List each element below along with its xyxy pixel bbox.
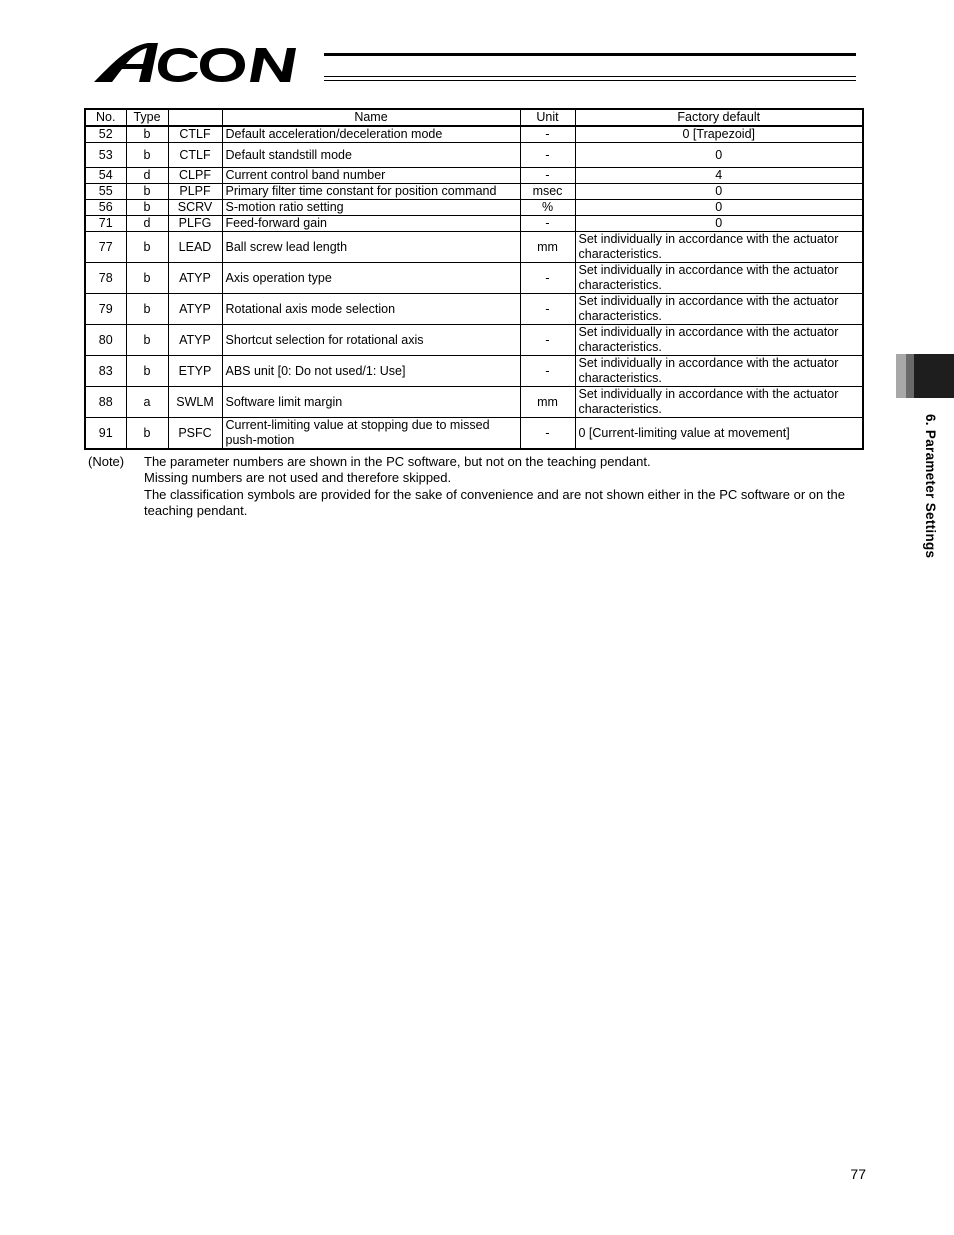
cell-name: Axis operation type	[222, 263, 520, 294]
table-row	[85, 168, 863, 184]
cell-symbol: LEAD	[168, 232, 222, 263]
cell-symbol: ATYP	[168, 294, 222, 325]
cell-type: b	[126, 184, 168, 200]
cell-unit: -	[520, 356, 575, 387]
cell-no: 56	[85, 200, 126, 216]
cell-default: 0 [Current-limiting value at movement]	[575, 418, 863, 450]
cell-no: 53	[85, 143, 126, 168]
header-rule	[324, 80, 856, 81]
cell-unit: mm	[520, 232, 575, 263]
cell-symbol: CTLF	[168, 126, 222, 143]
cell-no: 52	[85, 126, 126, 143]
cell-name: Shortcut selection for rotational axis	[222, 325, 520, 356]
cell-type: b	[126, 356, 168, 387]
cell-default: Set individually in accordance with the actuator characteristics.	[575, 263, 863, 294]
cell-default: Set individually in accordance with the actuator characteristics.	[575, 232, 863, 263]
tab-stripe-dark	[914, 354, 954, 398]
cell-default: 0 [Trapezoid]	[575, 126, 863, 143]
table-row	[85, 263, 863, 294]
cell-default: 0	[575, 143, 863, 168]
acon-logo	[92, 40, 326, 86]
cell-type: a	[126, 387, 168, 418]
cell-no: 71	[85, 216, 126, 232]
cell-type: b	[126, 294, 168, 325]
table-row	[85, 216, 863, 232]
table-row	[85, 356, 863, 387]
chapter-tab-marker	[896, 354, 954, 398]
table-row	[85, 294, 863, 325]
cell-symbol: SWLM	[168, 387, 222, 418]
cell-no: 88	[85, 387, 126, 418]
cell-type: b	[126, 418, 168, 450]
cell-name: Ball screw lead length	[222, 232, 520, 263]
cell-name: Software limit margin	[222, 387, 520, 418]
tab-stripe-mid	[906, 354, 914, 398]
cell-unit: -	[520, 126, 575, 143]
note-line: Missing numbers are not used and therefore skipped.	[144, 470, 452, 486]
cell-no: 83	[85, 356, 126, 387]
column-header-name: Name	[222, 109, 520, 126]
cell-symbol: CLPF	[168, 168, 222, 184]
cell-name: Current control band number	[222, 168, 520, 184]
cell-default: 0	[575, 200, 863, 216]
note-line: The parameter numbers are shown in the PC software, but not on the teaching pendant.	[144, 454, 651, 469]
cell-default: Set individually in accordance with the actuator characteristics.	[575, 325, 863, 356]
table-header-row	[85, 109, 863, 126]
cell-unit: -	[520, 168, 575, 184]
cell-type: b	[126, 325, 168, 356]
column-header-factory-default: Factory default	[575, 109, 863, 126]
cell-symbol: ATYP	[168, 263, 222, 294]
cell-type: b	[126, 263, 168, 294]
cell-name: Feed-forward gain	[222, 216, 520, 232]
cell-unit: -	[520, 294, 575, 325]
cell-name: Current-limiting value at stopping due to missed push-motion	[222, 418, 520, 450]
column-header-unit: Unit	[520, 109, 575, 126]
page-number: 77	[850, 1166, 866, 1182]
table-row	[85, 325, 863, 356]
cell-unit: -	[520, 263, 575, 294]
cell-default: 0	[575, 184, 863, 200]
cell-default: 0	[575, 216, 863, 232]
note-text	[144, 454, 862, 519]
column-header-symbol	[168, 109, 222, 126]
cell-symbol: CTLF	[168, 143, 222, 168]
cell-unit: %	[520, 200, 575, 216]
cell-no: 80	[85, 325, 126, 356]
cell-type: b	[126, 200, 168, 216]
header-rule	[324, 76, 856, 77]
cell-name: Rotational axis mode selection	[222, 294, 520, 325]
cell-no: 91	[85, 418, 126, 450]
cell-default: Set individually in accordance with the actuator characteristics.	[575, 387, 863, 418]
column-header-type: Type	[126, 109, 168, 126]
cell-type: b	[126, 126, 168, 143]
cell-no: 55	[85, 184, 126, 200]
parameter-table	[84, 108, 864, 450]
cell-symbol: PSFC	[168, 418, 222, 450]
cell-unit: -	[520, 418, 575, 450]
table-row	[85, 387, 863, 418]
cell-default: 4	[575, 168, 863, 184]
cell-unit: msec	[520, 184, 575, 200]
table-row	[85, 200, 863, 216]
chapter-label: 6. Parameter Settings	[923, 414, 938, 559]
cell-symbol: PLPF	[168, 184, 222, 200]
cell-type: d	[126, 216, 168, 232]
note-line: The classification symbols are provided for the sake of convenience and are not shown either in the PC software or on the teaching pendant.	[144, 486, 845, 518]
cell-no: 54	[85, 168, 126, 184]
column-header-no: No.	[85, 109, 126, 126]
cell-unit: -	[520, 325, 575, 356]
cell-unit: mm	[520, 387, 575, 418]
cell-default: Set individually in accordance with the actuator characteristics.	[575, 356, 863, 387]
cell-unit: -	[520, 216, 575, 232]
table-row	[85, 126, 863, 143]
table-row	[85, 232, 863, 263]
note-label: (Note)	[88, 454, 125, 469]
header-rule	[324, 53, 856, 56]
cell-unit: -	[520, 143, 575, 168]
cell-default: Set individually in accordance with the actuator characteristics.	[575, 294, 863, 325]
table-row	[85, 184, 863, 200]
cell-symbol: PLFG	[168, 216, 222, 232]
cell-no: 78	[85, 263, 126, 294]
table-row	[85, 143, 863, 168]
cell-name: Default standstill mode	[222, 143, 520, 168]
cell-symbol: ATYP	[168, 325, 222, 356]
cell-name: Default acceleration/deceleration mode	[222, 126, 520, 143]
cell-type: d	[126, 168, 168, 184]
cell-type: b	[126, 143, 168, 168]
cell-name: S-motion ratio setting	[222, 200, 520, 216]
table-row	[85, 418, 863, 450]
tab-stripe-light	[896, 354, 906, 398]
cell-type: b	[126, 232, 168, 263]
cell-no: 79	[85, 294, 126, 325]
cell-no: 77	[85, 232, 126, 263]
cell-name: ABS unit [0: Do not used/1: Use]	[222, 356, 520, 387]
cell-name: Primary filter time constant for position command	[222, 184, 520, 200]
cell-symbol: SCRV	[168, 200, 222, 216]
cell-symbol: ETYP	[168, 356, 222, 387]
